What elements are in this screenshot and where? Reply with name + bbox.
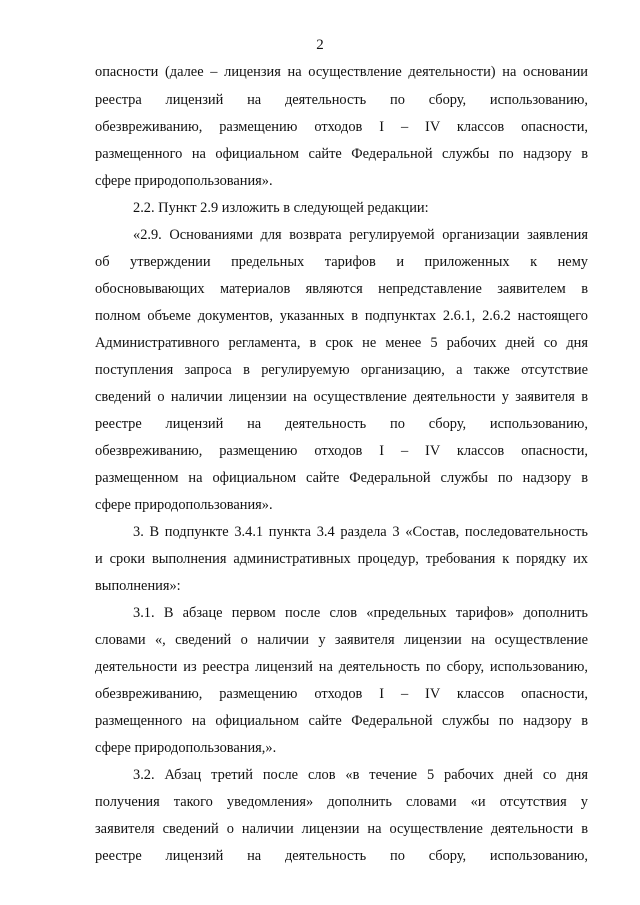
text-line: заявителя сведений о наличии лицензии на осуществление деятельности в xyxy=(95,821,588,837)
text-line: размещенного на официальном сайте Федеральной службы по надзору в xyxy=(95,146,588,162)
text-line: реестра лицензий на деятельность по сбору, использованию, xyxy=(95,92,588,108)
text-line: словами «, сведений о наличии у заявителя лицензии на осуществление xyxy=(95,632,588,648)
text-line: сведений о наличии лицензии на осуществление деятельности у заявителя в xyxy=(95,389,588,405)
text-line: опасности (далее – лицензия на осуществление деятельности) на основании xyxy=(95,64,588,80)
paragraph-first-line: «2.9. Основаниями для возврата регулируемой организации заявления xyxy=(133,227,588,243)
text-line: обезвреживанию, размещению отходов I – IV классов опасности, xyxy=(95,686,588,702)
paragraph-first-line: 3. В подпункте 3.4.1 пункта 3.4 раздела 3 «Состав, последовательность xyxy=(133,524,588,540)
text-line: размещенного на официальном сайте Федеральной службы по надзору в xyxy=(95,713,588,729)
text-line: обезвреживанию, размещению отходов I – IV классов опасности, xyxy=(95,119,588,135)
text-line: размещенном на официальном сайте Федеральной службы по надзору в xyxy=(95,470,588,486)
text-line: об утверждении предельных тарифов и приложенных к нему xyxy=(95,254,588,270)
paragraph-first-line: 2.2. Пункт 2.9 изложить в следующей редакции: xyxy=(133,200,429,216)
text-line: деятельности из реестра лицензий на деятельность по сбору, использованию, xyxy=(95,659,588,675)
page-number: 2 xyxy=(316,37,324,53)
text-line: полном объеме документов, указанных в подпунктах 2.6.1, 2.6.2 настоящего xyxy=(95,308,588,324)
text-line: сфере природопользования». xyxy=(95,173,273,189)
text-line: обосновывающих материалов являются непредставление заявителем в xyxy=(95,281,588,297)
paragraph-first-line: 3.1. В абзаце первом после слов «предельных тарифов» дополнить xyxy=(133,605,588,621)
text-line: поступления запроса в регулируемую организацию, а также отсутствие xyxy=(95,362,588,378)
text-line: обезвреживанию, размещению отходов I – IV классов опасности, xyxy=(95,443,588,459)
text-line: реестре лицензий на деятельность по сбору, использованию, xyxy=(95,416,588,432)
text-line: выполнения»: xyxy=(95,578,181,594)
text-line: реестре лицензий на деятельность по сбору, использованию, xyxy=(95,848,588,864)
text-line: Административного регламента, в срок не менее 5 рабочих дней со дня xyxy=(95,335,588,351)
text-line: и сроки выполнения административных процедур, требования к порядку их xyxy=(95,551,588,567)
paragraph-first-line: 3.2. Абзац третий после слов «в течение 5 рабочих дней со дня xyxy=(133,767,588,783)
text-line: сфере природопользования». xyxy=(95,497,273,513)
text-line: получения такого уведомления» дополнить словами «и отсутствия у xyxy=(95,794,588,810)
text-line: сфере природопользования,». xyxy=(95,740,277,756)
